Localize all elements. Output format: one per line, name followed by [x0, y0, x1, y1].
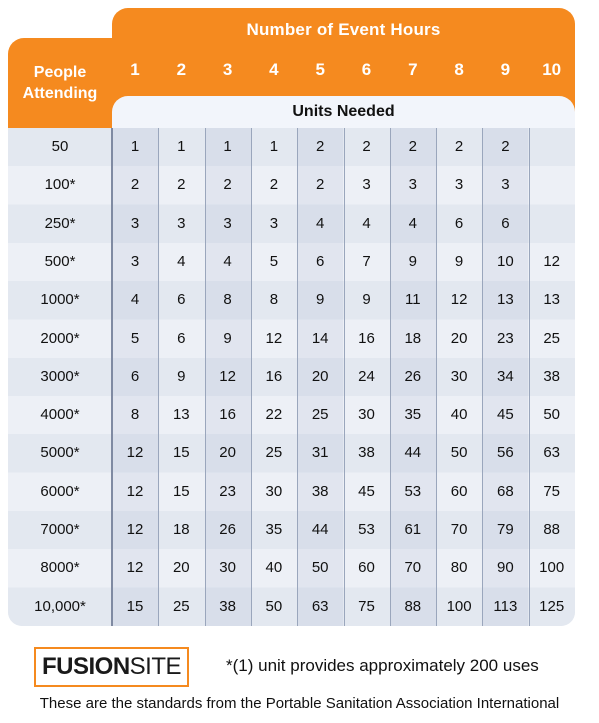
units-cell: 12 [126, 482, 144, 500]
units-cell: 2 [316, 176, 325, 194]
units-cell: 15 [172, 444, 190, 462]
hour-column-header: 3 [222, 60, 233, 79]
units-cell: 18 [404, 329, 422, 347]
units-cell: 1 [269, 138, 279, 155]
units-cell: 60 [358, 559, 375, 577]
units-cell: 68 [497, 482, 514, 500]
units-cell: 24 [358, 367, 375, 385]
hour-column-header: 2 [176, 60, 187, 79]
units-cell: 4 [177, 252, 186, 270]
people-cell: 4000* [40, 406, 80, 424]
units-cell: 1 [177, 138, 186, 155]
units-cell: 16 [265, 367, 283, 385]
units-cell: 6 [177, 291, 186, 309]
units-cell: 30 [450, 367, 468, 385]
units-cell: 50 [265, 597, 283, 615]
units-cell: 4 [130, 291, 140, 309]
units-cell: 25 [265, 444, 283, 462]
units-cell: 15 [126, 597, 144, 615]
units-cell: 23 [219, 482, 236, 500]
units-cell: 44 [311, 521, 329, 538]
people-cell: 250* [44, 214, 76, 232]
units-cell [529, 205, 575, 243]
units-cell: 2 [177, 176, 186, 194]
units-cell: 38 [219, 597, 236, 615]
units-cell: 6 [454, 214, 464, 232]
units-cell: 1 [223, 138, 232, 155]
units-cell: 2 [223, 176, 232, 194]
units-cell: 8 [223, 291, 232, 309]
people-cell: 7000* [40, 521, 80, 538]
units-cell: 6 [316, 252, 325, 270]
units-cell: 14 [311, 329, 329, 347]
people-cell: 1000* [40, 291, 80, 309]
units-cell: 4 [316, 214, 325, 232]
units-cell [529, 166, 575, 204]
logo-text [42, 653, 181, 680]
hour-column-header: 5 [315, 60, 325, 79]
units-cell: 26 [404, 367, 422, 385]
logo-text-part: FUSION [41, 653, 130, 680]
units-cell: 113 [493, 597, 518, 615]
units-cell: 30 [358, 406, 375, 424]
units-cell: 38 [358, 444, 375, 462]
units-cell: 45 [358, 482, 375, 500]
units-cell: 5 [130, 329, 140, 347]
units-cell: 100 [446, 597, 472, 615]
units-cell: 3 [501, 176, 510, 194]
units-cell: 30 [219, 559, 236, 577]
logo-text-part: SITE [129, 653, 181, 680]
units-cell: 20 [219, 444, 236, 462]
units-cell: 9 [454, 252, 464, 270]
units-cell: 38 [543, 367, 561, 385]
units-cell: 6 [501, 214, 510, 232]
units-cell: 10 [497, 252, 514, 270]
units-cell: 35 [265, 521, 283, 538]
units-cell: 50 [311, 559, 329, 577]
units-cell: 13 [497, 291, 514, 309]
units-cell: 44 [404, 444, 422, 462]
units-cell: 8 [269, 291, 279, 309]
units-cell: 6 [130, 367, 140, 385]
units-cell: 25 [172, 597, 190, 615]
hour-column-header: 4 [269, 60, 279, 79]
units-cell: 40 [265, 559, 283, 577]
units-cell: 61 [404, 521, 422, 538]
units-cell: 9 [408, 252, 417, 270]
hour-column-header: 8 [454, 60, 464, 79]
units-cell: 3 [408, 176, 417, 194]
units-cell: 9 [316, 291, 325, 309]
units-cell: 31 [311, 444, 329, 462]
units-cell: 9 [177, 367, 186, 385]
units-cell: 2 [408, 138, 417, 155]
units-cell: 3 [177, 214, 186, 232]
units-cell: 11 [405, 291, 421, 309]
units-cell: 63 [311, 597, 329, 615]
units-cell: 45 [497, 406, 514, 424]
units-cell: 7 [362, 252, 371, 270]
units-cell: 4 [223, 252, 232, 270]
fusionsite-logo [34, 647, 189, 687]
units-cell: 9 [223, 329, 232, 347]
people-title-line: Attending [22, 85, 98, 102]
units-cell: 2 [362, 138, 371, 155]
people-cell: 6000* [40, 482, 80, 500]
units-cell: 3 [269, 214, 279, 232]
units-cell: 25 [311, 406, 329, 424]
units-cell: 2 [454, 138, 464, 155]
units-cell: 23 [497, 329, 514, 347]
units-cell: 60 [450, 482, 468, 500]
hour-column-header: 6 [361, 60, 372, 79]
units-cell: 12 [543, 252, 561, 270]
units-cell: 2 [130, 176, 140, 194]
units-cell: 35 [404, 406, 422, 424]
hours-title: Number of Event Hours [246, 20, 441, 39]
units-cell: 9 [362, 291, 371, 309]
units-cell: 12 [265, 329, 283, 347]
people-attending-title [8, 62, 112, 104]
units-cell: 13 [543, 291, 561, 309]
units-cell [529, 128, 575, 166]
people-cell: 100* [44, 176, 76, 194]
units-cell: 15 [172, 482, 190, 500]
usage-note: *(1) unit provides approximately 200 uses [226, 656, 539, 675]
units-cell: 3 [454, 176, 464, 194]
units-cell: 18 [172, 521, 190, 538]
units-cell: 1 [130, 138, 140, 155]
units-cell: 20 [311, 367, 329, 385]
units-cell: 3 [130, 252, 140, 270]
units-cell: 4 [408, 214, 417, 232]
units-cell: 4 [362, 214, 371, 232]
units-cell: 2 [269, 176, 279, 194]
units-cell: 75 [543, 482, 561, 500]
units-cell: 5 [269, 252, 279, 270]
units-cell: 22 [265, 406, 283, 424]
units-cell: 16 [219, 406, 236, 424]
units-cell: 88 [543, 521, 561, 538]
people-cell: 50 [51, 138, 69, 155]
people-cell: 3000* [40, 367, 80, 385]
units-cell: 70 [404, 559, 422, 577]
units-cell: 2 [501, 138, 510, 155]
units-needed-title: Units Needed [292, 103, 395, 120]
units-cell: 50 [543, 406, 561, 424]
units-cell: 53 [404, 482, 422, 500]
units-cell: 25 [543, 329, 561, 347]
hour-column-header: 10 [542, 60, 562, 79]
units-cell: 12 [126, 559, 144, 577]
hour-column-header: 7 [408, 60, 418, 79]
units-cell: 3 [362, 176, 371, 194]
units-cell: 79 [497, 521, 514, 538]
people-cell: 500* [44, 252, 76, 270]
units-cell: 70 [450, 521, 468, 538]
source-text: These are the standards from the Portable Sanitation Association International [39, 695, 560, 712]
units-cell: 13 [172, 406, 190, 424]
units-cell: 50 [450, 444, 468, 462]
people-title-line: People [33, 64, 87, 81]
units-cell: 56 [497, 444, 514, 462]
units-cell: 75 [358, 597, 375, 615]
units-cell: 6 [177, 329, 186, 347]
hour-column-header: 9 [500, 60, 511, 79]
units-cell: 30 [265, 482, 283, 500]
units-cell: 8 [130, 406, 140, 424]
units-cell: 12 [450, 291, 468, 309]
people-cell: 10,000* [34, 597, 86, 615]
units-cell: 2 [316, 138, 325, 155]
units-cell: 38 [311, 482, 329, 500]
units-cell: 26 [219, 521, 236, 538]
units-cell: 3 [130, 214, 140, 232]
units-cell: 34 [497, 367, 514, 385]
units-cell: 20 [172, 559, 190, 577]
units-cell: 12 [126, 521, 144, 538]
units-cell: 63 [543, 444, 561, 462]
units-cell: 90 [497, 559, 514, 577]
units-cell: 53 [358, 521, 375, 538]
hour-column-header: 1 [130, 60, 140, 79]
units-cell: 80 [450, 559, 468, 577]
units-cell: 20 [450, 329, 468, 347]
units-cell: 88 [404, 597, 422, 615]
units-cell: 3 [223, 214, 232, 232]
units-cell: 16 [358, 329, 375, 347]
units-cell: 12 [219, 367, 236, 385]
people-cell: 2000* [40, 329, 80, 347]
units-cell: 12 [126, 444, 144, 462]
people-cell: 5000* [40, 444, 80, 462]
units-cell: 40 [450, 406, 468, 424]
people-cell: 8000* [40, 559, 80, 577]
units-cell: 125 [539, 597, 565, 615]
units-cell: 100 [539, 559, 565, 577]
